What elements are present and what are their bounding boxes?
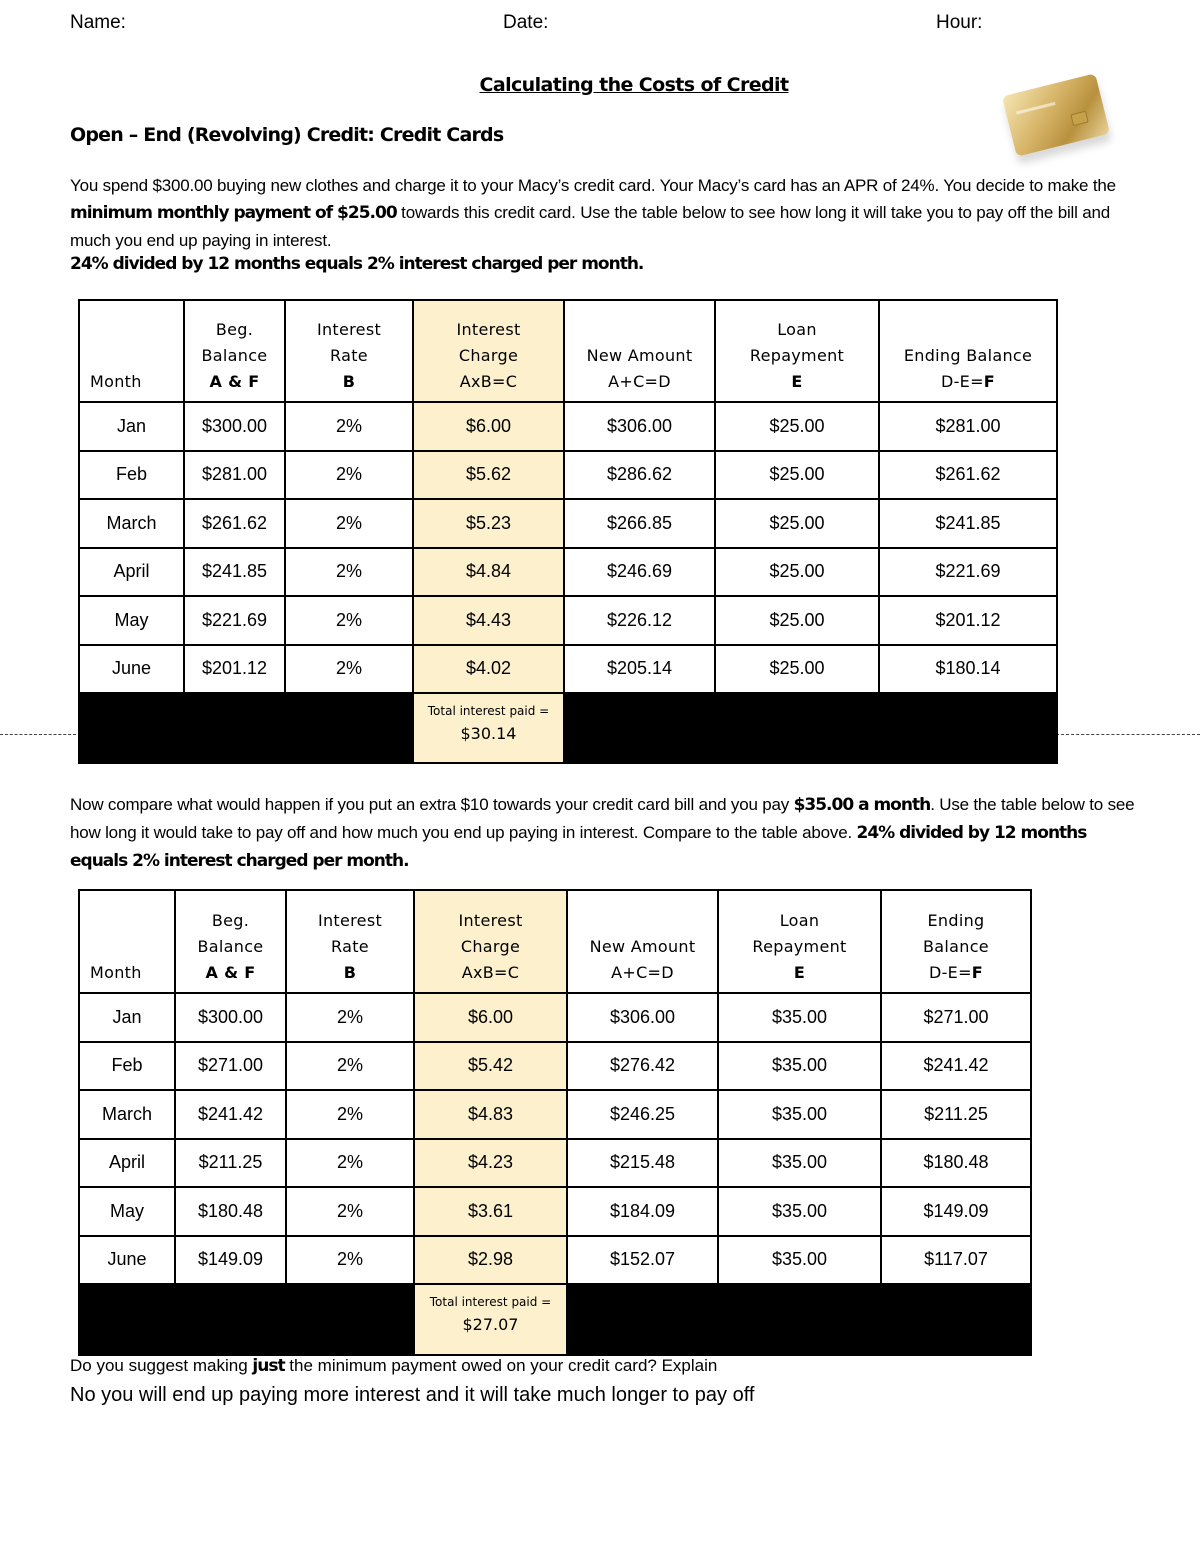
rate-note-1: 24% divided by 12 months equals 2% interest charged per month. bbox=[70, 254, 644, 274]
compare-paragraph: Now compare what would happen if you put an extra $10 towards your credit card bill and you pay $35.00 a month. Use the table below to see how long it would take to pay off and how much you end up paying in interest. Compare to the table above. 24% divided by 12 months equals 2% interest charged per month. bbox=[70, 795, 1135, 871]
col-ending-balance: Ending Balance D-E=F bbox=[881, 890, 1031, 993]
total-interest-cell: Total interest paid = $27.07 bbox=[414, 1284, 567, 1355]
col-new-amount: New Amount A+C=D bbox=[564, 300, 715, 402]
interest-rate-cell: 2% bbox=[285, 596, 413, 645]
interest-rate-cell: 2% bbox=[285, 451, 413, 500]
col-interest-rate: Interest Rate B bbox=[286, 890, 414, 993]
ending-balance-cell: $271.00 bbox=[881, 993, 1031, 1042]
loan-repayment-cell: $25.00 bbox=[715, 645, 879, 694]
month-cell: March bbox=[79, 499, 184, 548]
loan-repayment-cell: $35.00 bbox=[718, 1236, 881, 1285]
table-header-row bbox=[79, 300, 1057, 402]
new-amount-cell: $226.12 bbox=[564, 596, 715, 645]
interest-rate-cell: 2% bbox=[285, 402, 413, 451]
loan-repayment-cell: $25.00 bbox=[715, 402, 879, 451]
table-row bbox=[79, 1042, 1031, 1091]
just-emphasis: just bbox=[252, 1356, 285, 1376]
table-row bbox=[79, 499, 1057, 548]
interest-charge-cell: $6.00 bbox=[414, 993, 567, 1042]
intro-paragraph: You spend $300.00 buying new clothes and charge it to your Macy’s credit card. Your Macy’s card has an APR of 24%. You decide to make the minimum monthly payment of $25.00 towards this credit card. Use the table below to see how long it will take you to pay off the bill and much you end up paying in interest. bbox=[70, 176, 1116, 250]
col-interest-rate: Interest Rate B bbox=[285, 300, 413, 402]
table-header-row bbox=[79, 890, 1031, 993]
col-interest-charge: Interest Charge AxB=C bbox=[413, 300, 564, 402]
ending-balance-cell: $201.12 bbox=[879, 596, 1057, 645]
month-cell: Jan bbox=[79, 993, 175, 1042]
total-interest-value: $30.14 bbox=[460, 724, 517, 743]
table-row bbox=[79, 1090, 1031, 1139]
ending-balance-cell: $261.62 bbox=[879, 451, 1057, 500]
beg-balance-cell: $221.69 bbox=[184, 596, 285, 645]
total-row bbox=[79, 693, 1057, 763]
ending-balance-cell: $180.14 bbox=[879, 645, 1057, 694]
beg-balance-cell: $241.85 bbox=[184, 548, 285, 597]
interest-rate-cell: 2% bbox=[285, 499, 413, 548]
new-amount-cell: $266.85 bbox=[564, 499, 715, 548]
interest-charge-cell: $6.00 bbox=[413, 402, 564, 451]
ending-balance-cell: $241.42 bbox=[881, 1042, 1031, 1091]
ending-balance-cell: $180.48 bbox=[881, 1139, 1031, 1188]
loan-repayment-cell: $35.00 bbox=[718, 993, 881, 1042]
total-interest-cell: Total interest paid = $30.14 bbox=[413, 693, 564, 763]
total-row bbox=[79, 1284, 1031, 1355]
loan-repayment-cell: $35.00 bbox=[718, 1187, 881, 1236]
beg-balance-cell: $271.00 bbox=[175, 1042, 286, 1091]
interest-rate-cell: 2% bbox=[285, 645, 413, 694]
cut-line-right bbox=[1056, 734, 1200, 735]
question-text: Do you suggest making just the minimum payment owed on your credit card? Explain bbox=[70, 1356, 718, 1376]
beg-balance-cell: $261.62 bbox=[184, 499, 285, 548]
name-label: Name: bbox=[70, 12, 126, 33]
month-cell: Feb bbox=[79, 1042, 175, 1091]
month-cell: Feb bbox=[79, 451, 184, 500]
interest-charge-cell: $5.23 bbox=[413, 499, 564, 548]
beg-balance-cell: $201.12 bbox=[184, 645, 285, 694]
beg-balance-cell: $300.00 bbox=[175, 993, 286, 1042]
beg-balance-cell: $281.00 bbox=[184, 451, 285, 500]
hour-label: Hour: bbox=[936, 12, 983, 33]
interest-rate-cell: 2% bbox=[286, 1090, 414, 1139]
payment-table-25 bbox=[78, 299, 1058, 764]
new-amount-cell: $246.69 bbox=[564, 548, 715, 597]
new-amount-cell: $286.62 bbox=[564, 451, 715, 500]
month-cell: April bbox=[79, 548, 184, 597]
interest-charge-cell: $4.02 bbox=[413, 645, 564, 694]
interest-charge-cell: $3.61 bbox=[414, 1187, 567, 1236]
col-ending-balance: Ending Balance D-E=F bbox=[879, 300, 1057, 402]
new-amount-cell: $276.42 bbox=[567, 1042, 718, 1091]
ending-balance-cell: $241.85 bbox=[879, 499, 1057, 548]
interest-charge-cell: $5.62 bbox=[413, 451, 564, 500]
col-loan-repayment: Loan Repayment E bbox=[715, 300, 879, 402]
loan-repayment-cell: $35.00 bbox=[718, 1042, 881, 1091]
col-month: Month bbox=[79, 300, 184, 402]
col-loan-repayment: Loan Repayment E bbox=[718, 890, 881, 993]
ending-balance-cell: $149.09 bbox=[881, 1187, 1031, 1236]
interest-charge-cell: $4.23 bbox=[414, 1139, 567, 1188]
table-row bbox=[79, 645, 1057, 694]
loan-repayment-cell: $25.00 bbox=[715, 596, 879, 645]
loan-repayment-cell: $35.00 bbox=[718, 1139, 881, 1188]
new-amount-cell: $184.09 bbox=[567, 1187, 718, 1236]
interest-rate-cell: 2% bbox=[286, 1139, 414, 1188]
col-month: Month bbox=[79, 890, 175, 993]
interest-rate-cell: 2% bbox=[286, 1042, 414, 1091]
cut-line-left bbox=[0, 734, 76, 735]
new-amount-cell: $306.00 bbox=[564, 402, 715, 451]
loan-repayment-cell: $25.00 bbox=[715, 548, 879, 597]
min-payment-emphasis: minimum monthly payment of $25.00 bbox=[70, 203, 397, 223]
interest-charge-cell: $5.42 bbox=[414, 1042, 567, 1091]
date-label: Date: bbox=[503, 12, 549, 33]
loan-repayment-cell: $25.00 bbox=[715, 499, 879, 548]
ending-balance-cell: $221.69 bbox=[879, 548, 1057, 597]
new-amount-cell: $205.14 bbox=[564, 645, 715, 694]
new-amount-cell: $152.07 bbox=[567, 1236, 718, 1285]
interest-charge-cell: $4.43 bbox=[413, 596, 564, 645]
interest-rate-cell: 2% bbox=[286, 1236, 414, 1285]
new-amount-cell: $306.00 bbox=[567, 993, 718, 1042]
month-cell: May bbox=[79, 596, 184, 645]
beg-balance-cell: $300.00 bbox=[184, 402, 285, 451]
interest-charge-cell: $4.84 bbox=[413, 548, 564, 597]
table-row bbox=[79, 1236, 1031, 1285]
payment-table-35 bbox=[78, 889, 1032, 1356]
beg-balance-cell: $180.48 bbox=[175, 1187, 286, 1236]
table-row bbox=[79, 1139, 1031, 1188]
col-interest-charge: Interest Charge AxB=C bbox=[414, 890, 567, 993]
loan-repayment-cell: $25.00 bbox=[715, 451, 879, 500]
month-cell: June bbox=[79, 1236, 175, 1285]
ending-balance-cell: $117.07 bbox=[881, 1236, 1031, 1285]
col-new-amount: New Amount A+C=D bbox=[567, 890, 718, 993]
ending-balance-cell: $281.00 bbox=[879, 402, 1057, 451]
page-title: Calculating the Costs of Credit bbox=[479, 74, 789, 96]
ending-balance-cell: $211.25 bbox=[881, 1090, 1031, 1139]
new-amount-cell: $215.48 bbox=[567, 1139, 718, 1188]
interest-charge-cell: $4.83 bbox=[414, 1090, 567, 1139]
month-cell: May bbox=[79, 1187, 175, 1236]
interest-rate-cell: 2% bbox=[286, 1187, 414, 1236]
month-cell: Jan bbox=[79, 402, 184, 451]
interest-rate-cell: 2% bbox=[286, 993, 414, 1042]
beg-balance-cell: $241.42 bbox=[175, 1090, 286, 1139]
section-subtitle: Open – End (Revolving) Credit: Credit Cards bbox=[70, 124, 504, 146]
total-interest-value: $27.07 bbox=[462, 1315, 519, 1334]
col-beg-balance: Beg. Balance A & F bbox=[175, 890, 286, 993]
col-beg-balance: Beg. Balance A & F bbox=[184, 300, 285, 402]
table-row bbox=[79, 1187, 1031, 1236]
interest-rate-cell: 2% bbox=[285, 548, 413, 597]
month-cell: June bbox=[79, 645, 184, 694]
beg-balance-cell: $211.25 bbox=[175, 1139, 286, 1188]
rate-note-2: 24% divided by 12 months equals 2% interest charged per month. bbox=[70, 823, 1087, 871]
table-row bbox=[79, 993, 1031, 1042]
answer-text: No you will end up paying more interest and it will take much longer to pay off bbox=[70, 1384, 755, 1406]
table-row bbox=[79, 451, 1057, 500]
month-cell: March bbox=[79, 1090, 175, 1139]
table-row bbox=[79, 596, 1057, 645]
35-payment-emphasis: $35.00 a month bbox=[793, 795, 931, 815]
table-row bbox=[79, 548, 1057, 597]
new-amount-cell: $246.25 bbox=[567, 1090, 718, 1139]
loan-repayment-cell: $35.00 bbox=[718, 1090, 881, 1139]
interest-charge-cell: $2.98 bbox=[414, 1236, 567, 1285]
table-row bbox=[79, 402, 1057, 451]
month-cell: April bbox=[79, 1139, 175, 1188]
beg-balance-cell: $149.09 bbox=[175, 1236, 286, 1285]
